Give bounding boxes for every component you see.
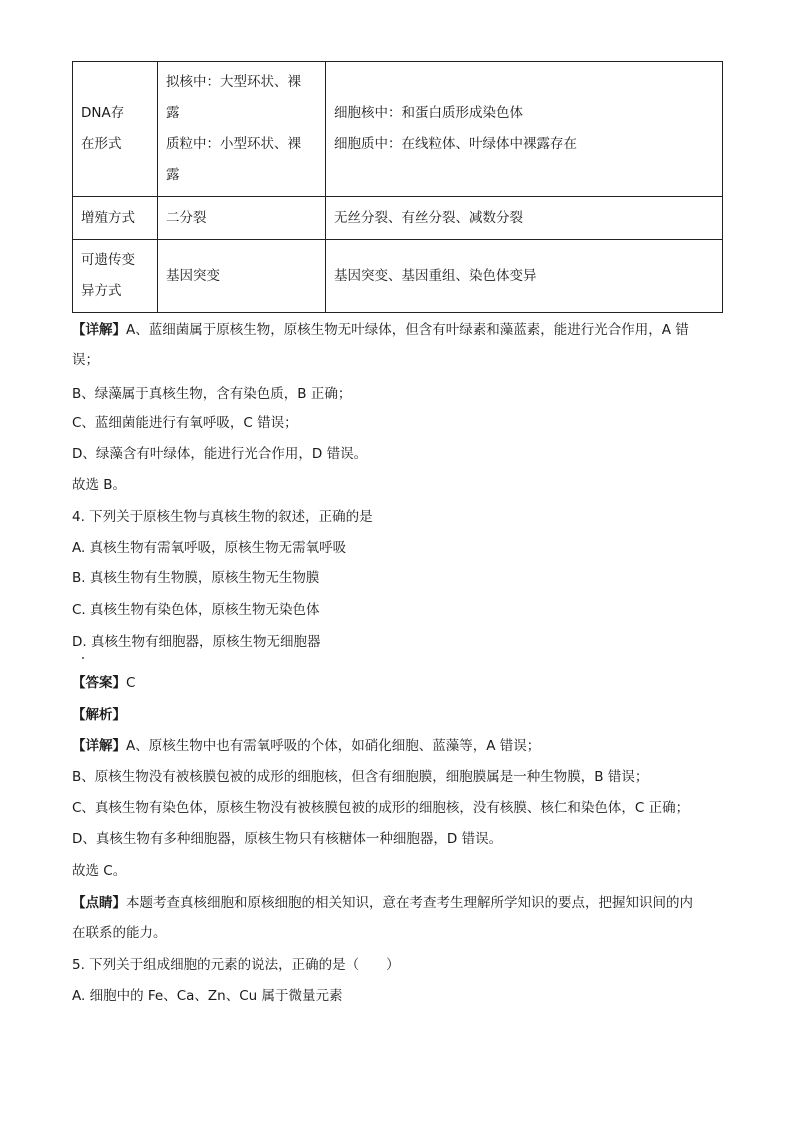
q3-detail-line: 误； bbox=[72, 352, 99, 368]
q3-detail-line: C、蓝细菌能进行有氧呼吸，C 错误； bbox=[72, 415, 298, 431]
q4-comment-line: 在联系的能力。 bbox=[72, 925, 167, 941]
cell-text: 异方式 bbox=[81, 283, 122, 299]
cell-text: 基因突变、基因重组、染色体变异 bbox=[334, 267, 537, 284]
row-header-cell bbox=[73, 62, 158, 197]
q5-stem: 5. 下列关于组成细胞的元素的说法，正确的是（ ） bbox=[72, 957, 400, 973]
q4-option-d: D. 真核生物有细胞器，原核生物无细胞器 bbox=[72, 634, 321, 650]
comment-text: 本题考查真核细胞和原核细胞的相关知识，意在考查考生理解所学知识的要点，把握知识间的内 bbox=[126, 895, 693, 911]
q4-conclusion: 故选 C。 bbox=[72, 863, 127, 879]
cell-text: 露 bbox=[166, 167, 180, 183]
answer-label: 【答案】 bbox=[72, 675, 126, 691]
cell-text: 增殖方式 bbox=[81, 209, 135, 226]
q4-comment-line bbox=[72, 893, 693, 913]
row-header-cell bbox=[73, 197, 158, 240]
detail-label: 【详解】 bbox=[72, 322, 126, 338]
row-header-cell bbox=[73, 240, 158, 313]
answer-value: C bbox=[126, 675, 136, 691]
q3-detail-line: D、绿藻含有叶绿体，能进行光合作用，D 错误。 bbox=[72, 446, 368, 462]
prokaryote-cell bbox=[158, 240, 326, 313]
eukaryote-cell bbox=[326, 240, 723, 313]
q4-detail-line: B、原核生物没有被核膜包被的成形的细胞核，但含有细胞膜，细胞膜属是一种生物膜，B 错误； bbox=[72, 769, 649, 785]
comment-label: 【点睛】 bbox=[72, 895, 126, 911]
cell-text: 细胞质中：在线粒体、叶绿体中裸露存在 bbox=[334, 136, 577, 152]
cell-text: 拟核中：大型环状、裸 bbox=[166, 74, 301, 90]
q4-stem: 4. 下列关于原核生物与真核生物的叙述，正确的是 bbox=[72, 509, 373, 525]
q4-option-b: B. 真核生物有生物膜，原核生物无生物膜 bbox=[72, 570, 320, 586]
q4-answer bbox=[72, 673, 135, 693]
cell-text: 二分裂 bbox=[166, 209, 207, 226]
detail-text: A、原核生物中也有需氧呼吸的个体，如硝化细胞、蓝藻等，A 错误； bbox=[126, 738, 541, 754]
stray-dot bbox=[82, 657, 84, 659]
cell-text: 基因突变 bbox=[166, 267, 220, 284]
q5-option-a: A. 细胞中的 Fe、Ca、Zn、Cu 属于微量元素 bbox=[72, 988, 343, 1004]
comparison-table bbox=[72, 61, 723, 313]
cell-text: 无丝分裂、有丝分裂、减数分裂 bbox=[334, 209, 523, 226]
q4-detail-line bbox=[72, 736, 540, 756]
cell-text: DNA存 bbox=[81, 105, 125, 121]
q3-conclusion: 故选 B。 bbox=[72, 477, 127, 493]
detail-label: 【详解】 bbox=[72, 738, 126, 754]
q4-detail-line: D、真核生物有多种细胞器，原核生物只有核糖体一种细胞器，D 错误。 bbox=[72, 831, 503, 847]
table-row bbox=[73, 62, 723, 197]
table-row bbox=[73, 197, 723, 240]
prokaryote-cell bbox=[158, 62, 326, 197]
table-row bbox=[73, 240, 723, 313]
q4-detail-line: C、真核生物有染色体，原核生物没有被核膜包被的成形的细胞核，没有核膜、核仁和染色体，C 正确； bbox=[72, 800, 690, 816]
cell-text: 可遗传变 bbox=[81, 252, 135, 268]
q3-detail-line bbox=[72, 320, 689, 340]
cell-text: 在形式 bbox=[81, 136, 122, 152]
eukaryote-cell bbox=[326, 197, 723, 240]
q4-option-c: C. 真核生物有染色体，原核生物无染色体 bbox=[72, 602, 320, 618]
analysis-label: 【解析】 bbox=[72, 707, 126, 723]
cell-text: 细胞核中：和蛋白质形成染色体 bbox=[334, 105, 523, 121]
eukaryote-cell bbox=[326, 62, 723, 197]
q4-option-a: A. 真核生物有需氧呼吸，原核生物无需氧呼吸 bbox=[72, 540, 347, 556]
q3-detail-line: B、绿藻属于真核生物，含有染色质，B 正确； bbox=[72, 386, 352, 402]
detail-text: A、蓝细菌属于原核生物，原核生物无叶绿体，但含有叶绿素和藻蓝素，能进行光合作用，A 错 bbox=[126, 322, 689, 338]
cell-text: 露 bbox=[166, 105, 180, 121]
cell-text: 质粒中：小型环状、裸 bbox=[166, 136, 301, 152]
prokaryote-cell bbox=[158, 197, 326, 240]
